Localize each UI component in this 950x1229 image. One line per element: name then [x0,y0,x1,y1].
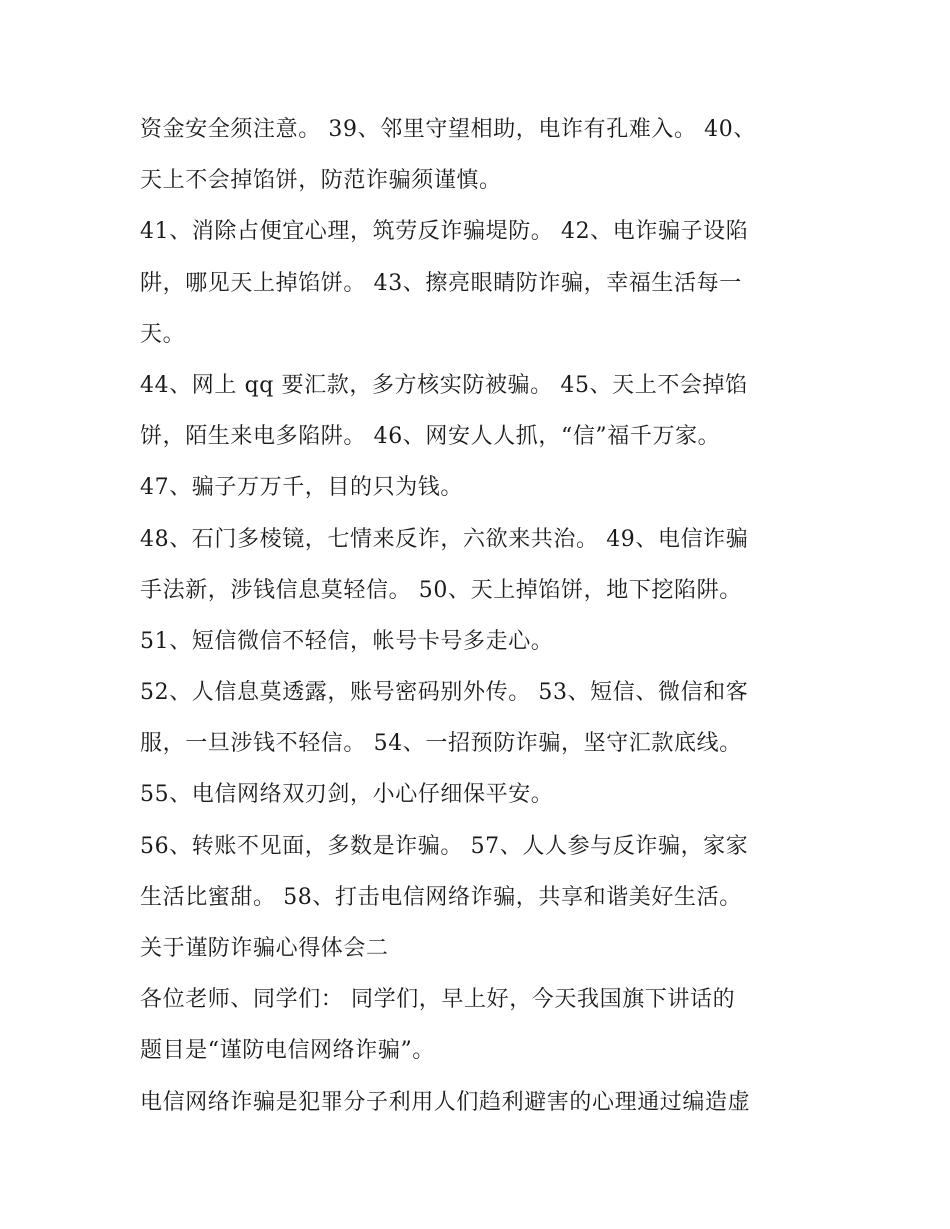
text-line: 56、转账不见面，多数是诈骗。 57、人人参与反诈骗，家家 [140,833,749,859]
text-line: 51、短信微信不轻信，帐号卡号多走心。 [140,628,554,654]
text-line: 电信网络诈骗是犯罪分子利用人们趋利避害的心理通过编造虚 [140,1089,751,1115]
text-line: 各位老师、同学们： 同学们，早上好，今天我国旗下讲话的 [140,987,736,1013]
text-line: 55、电信网络双刃剑，小心仔细保平安。 [140,782,554,808]
text-line: 生活比蜜甜。 58、打击电信网络诈骗，共享和谐美好生活。 [140,884,742,910]
text-line: 天上不会掉馅饼，防范诈骗须谨慎。 [140,168,502,194]
text-line: 手法新，涉钱信息莫轻信。 50、天上掉馅饼，地下挖陷阱。 [140,577,742,603]
text-line: 服，一旦涉钱不轻信。 54、一招预防诈骗，坚守汇款底线。 [140,731,742,757]
text-line: 48、石门多棱镜，七情来反诈，六欲来共治。 49、电信诈骗 [140,526,749,552]
text-line: 47、骗子万万千，目的只为钱。 [140,475,463,501]
section-heading: 关于谨防诈骗心得体会二 [140,936,389,961]
text-line: 饼，陌生来电多陷阱。 46、网安人人抓，“信”福千万家。 [140,424,721,450]
text-line: 资金安全须注意。 39、邻里守望相助，电诈有孔难入。 40、 [140,117,756,142]
text-line: 天。 [140,321,186,347]
text-line: 52、人信息莫透露，账号密码别外传。 53、短信、微信和客 [140,680,749,706]
text-line: 44、网上 qq 要汇款，多方核实防被骗。 45、天上不会掉馅 [140,372,748,398]
document-body [140,104,830,1128]
text-line: 题目是“谨防电信网络诈骗”。 [140,1038,435,1064]
text-line: 阱，哪见天上掉馅饼。 43、擦亮眼睛防诈骗，幸福生活每一 [140,270,742,296]
text-line: 41、消除占便宜心理，筑劳反诈骗堤防。 42、电诈骗子设陷 [140,219,749,245]
